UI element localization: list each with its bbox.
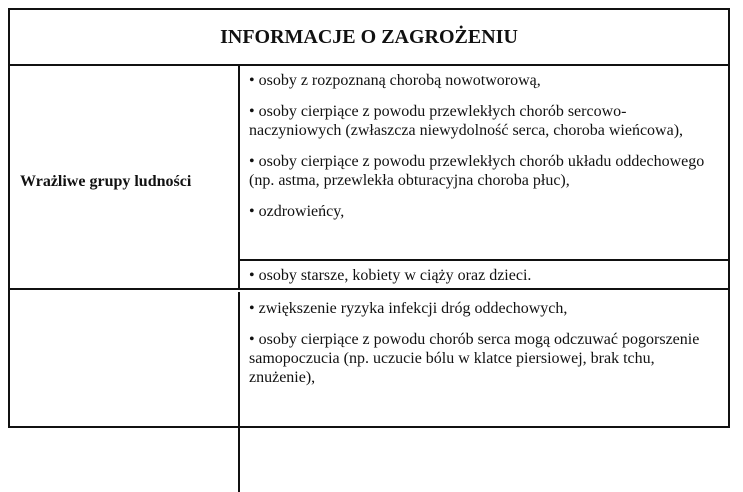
list-item: • osoby cierpiące z powodu przewlekłych chorób sercowo-naczyniowych (zwłaszcza niewydolność serca, choroba wieńcowa),: [249, 103, 684, 139]
list-item: • osoby cierpiące z powodu przewlekłych chorób układu oddechowego (np. astma, przewlekła obturacyjna choroba płuc),: [249, 153, 705, 189]
effects-list: [240, 292, 728, 492]
list-item: • osoby cierpiące z powodu chorób serca mogą odczuwać pogorszenie samopoczucia (np. uczucie bólu w klatce piersiowej, brak tchu, znużenie),: [249, 331, 700, 386]
hazard-info-table: [8, 8, 730, 428]
vulnerable-groups-label-cell: [10, 64, 240, 290]
vulnerable-groups-last-cell: [240, 259, 728, 290]
list-item: • osoby z rozpoznaną chorobą nowotworową,: [249, 72, 541, 89]
effects-label-cell: [10, 292, 240, 492]
list-item: • ozdrowieńcy,: [249, 203, 345, 220]
list-item: • zwiększenie ryzyka infekcji dróg oddechowych,: [249, 300, 568, 317]
list-item: • osoby starsze, kobiety w ciąży oraz dzieci.: [249, 267, 532, 284]
table-header: [10, 10, 728, 66]
vulnerable-groups-label: Wrażliwe grupy ludności: [20, 173, 192, 190]
vulnerable-groups-list: [240, 64, 728, 259]
table-title: INFORMACJE O ZAGROŻENIU: [220, 25, 518, 48]
